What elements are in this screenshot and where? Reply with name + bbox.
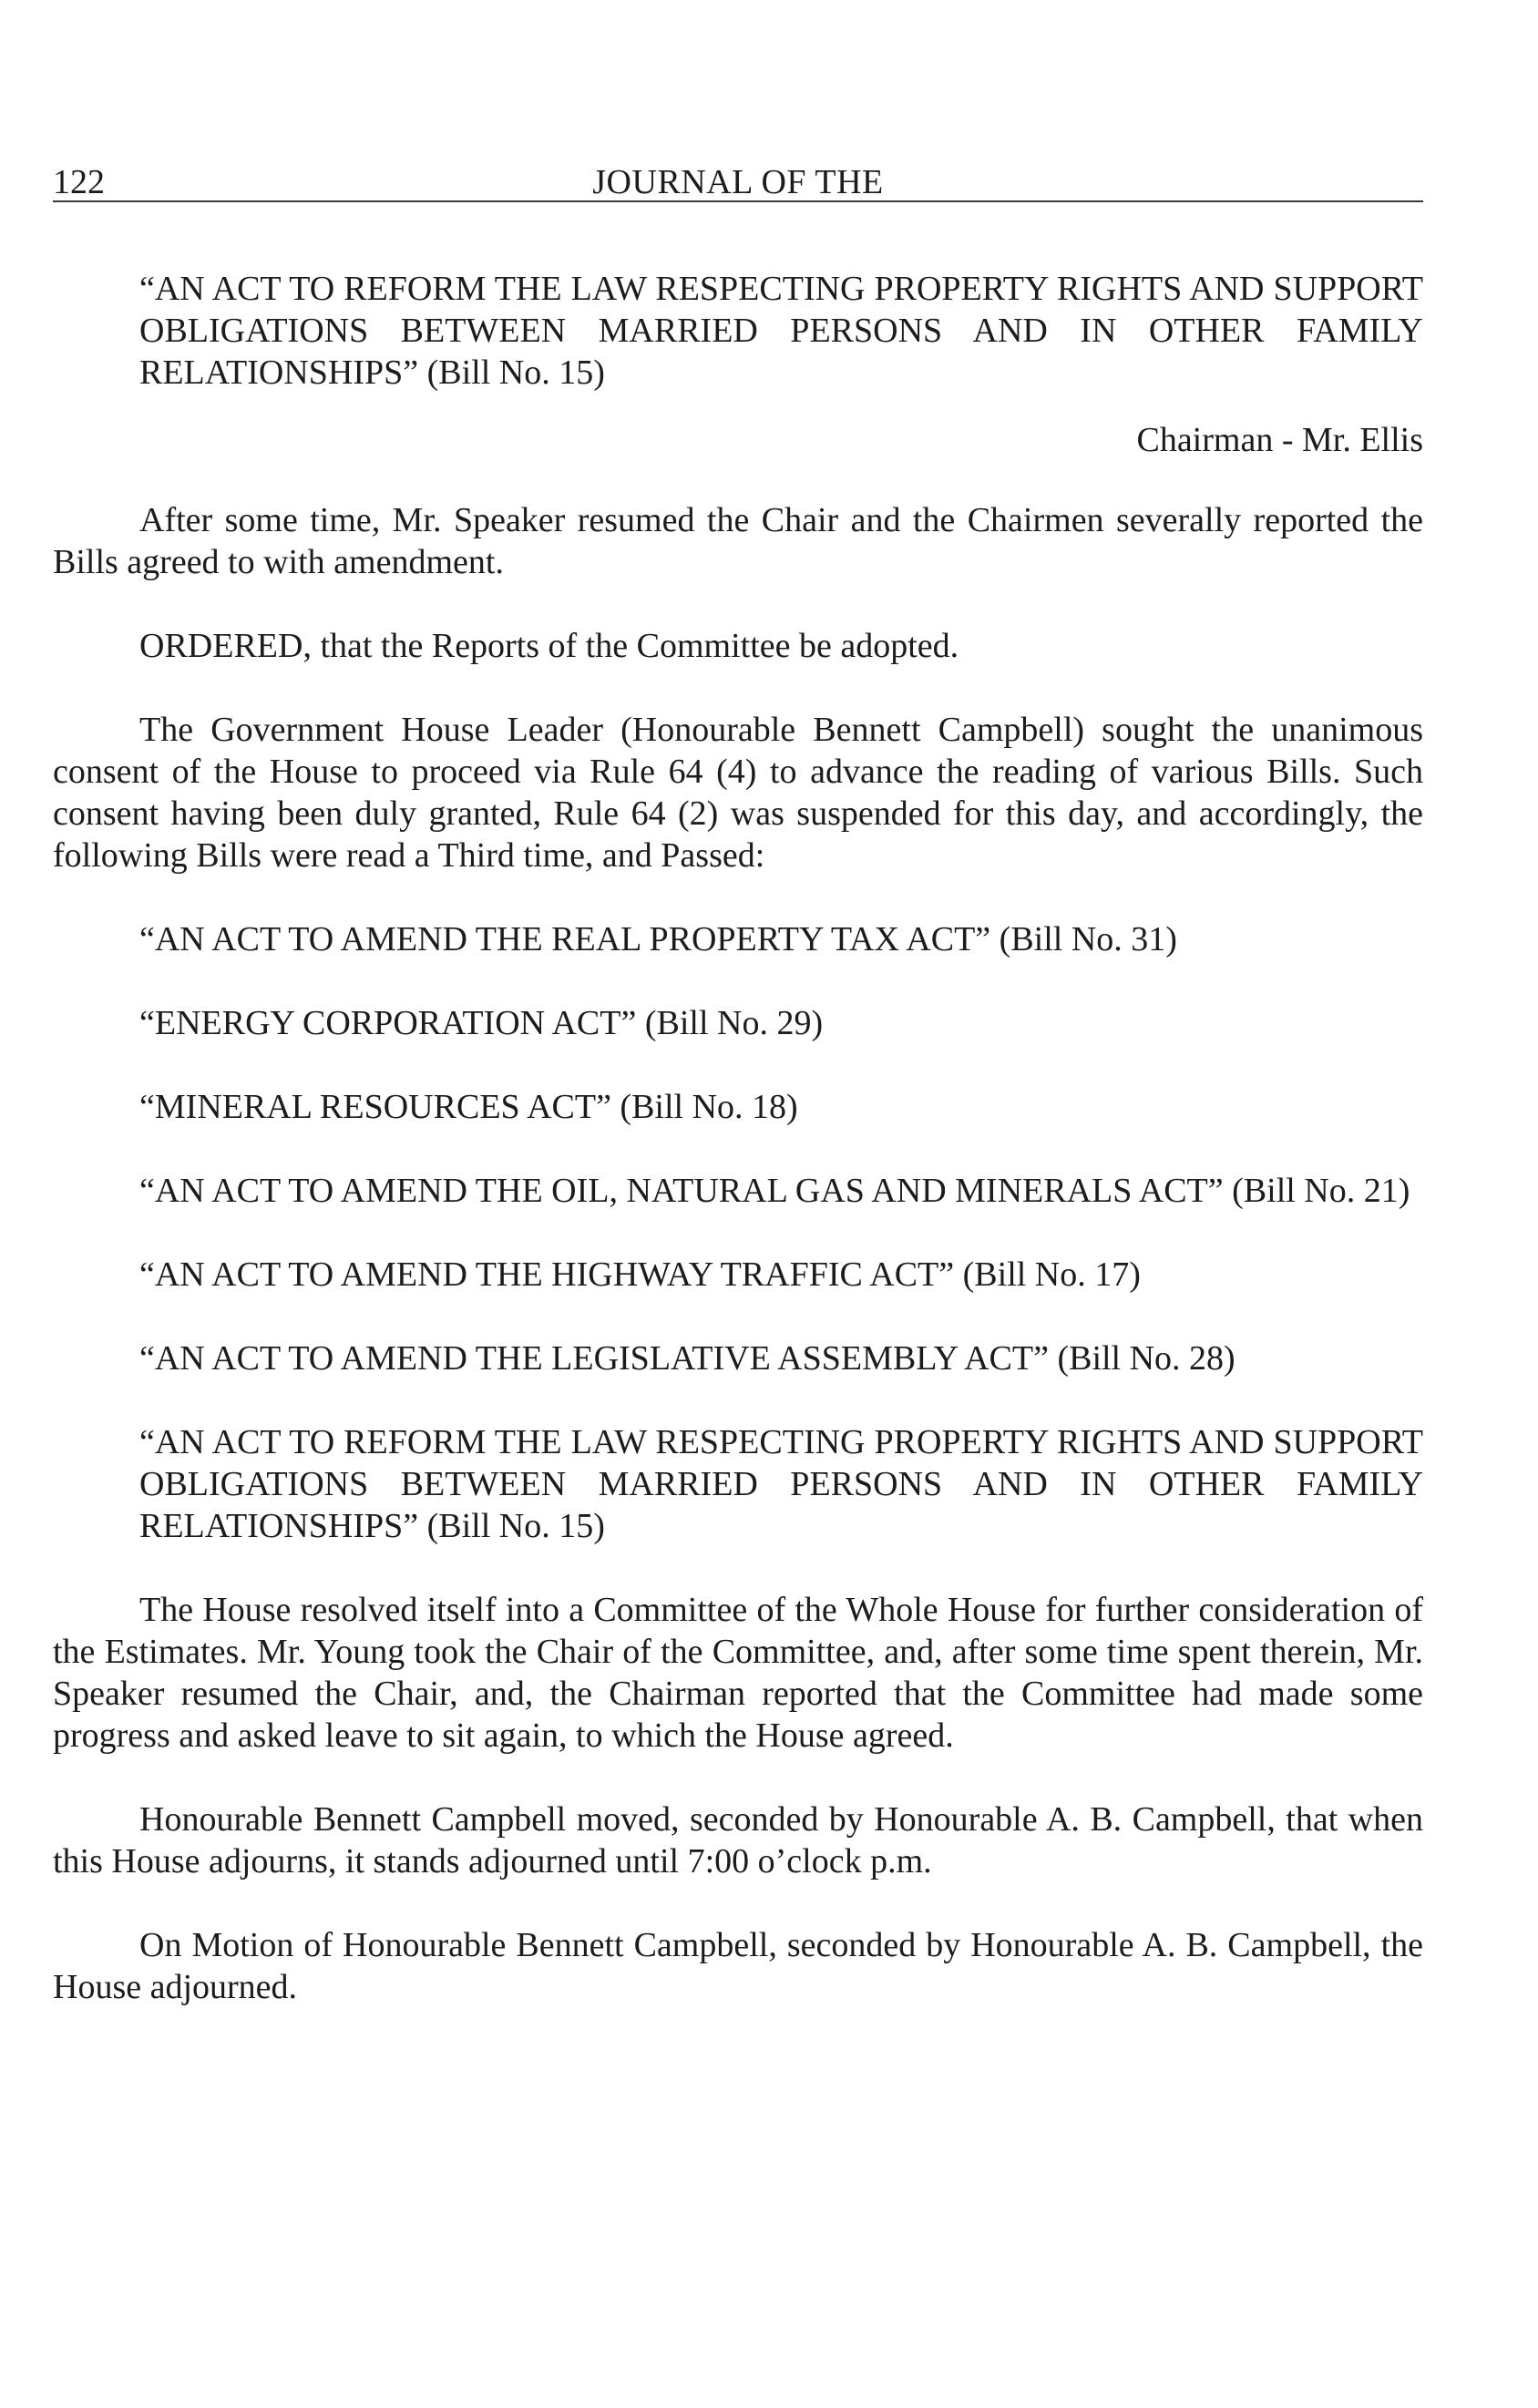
bill-passed-item: “AN ACT TO AMEND THE HIGHWAY TRAFFIC ACT” (Bill No. 17): [139, 1255, 1141, 1294]
bill-passed-item: “AN ACT TO AMEND THE LEGISLATIVE ASSEMBLY ACT” (Bill No. 28): [139, 1339, 1236, 1378]
running-head: JOURNAL OF THE: [592, 163, 884, 201]
bill-passed-item: “AN ACT TO AMEND THE OIL, NATURAL GAS AND MINERALS ACT” (Bill No. 21): [139, 1172, 1410, 1210]
bill-passed-item: “AN ACT TO AMEND THE REAL PROPERTY TAX ACT” (Bill No. 31): [139, 920, 1177, 958]
journal-body: [53, 268, 1423, 2008]
page-header: [53, 146, 1423, 202]
bill-passed-item: “ENERGY CORPORATION ACT” (Bill No. 29): [139, 1004, 824, 1042]
page-number: 122: [53, 163, 105, 201]
paragraph-consent: The Government House Leader (Honourable Bennett Campbell) sought the unanimous consent of the House to proceed via Rule 64 (4) to advance the reading of various Bills. Such consent having been duly granted, Rule 64 (2) was suspended for this day, and accordingly, the following Bills were read a Third time, and Passed:: [53, 711, 1423, 875]
chairman-line: Chairman - Mr. Ellis: [1136, 421, 1423, 459]
bill-passed-item: “AN ACT TO REFORM THE LAW RESPECTING PROPERTY RIGHTS AND SUPPORT OBLIGATIONS BETWEEN MARRIED PERSONS AND IN OTHER FAMILY RELATIONSHIPS” (Bill No. 15): [139, 1423, 1423, 1545]
paragraph-motion: Honourable Bennett Campbell moved, seconded by Honourable A. B. Campbell, that when this House adjourns, it stands adjourned until 7:00 o’clock p.m.: [53, 1800, 1423, 1880]
journal-page: [53, 146, 1423, 2008]
paragraph-ordered: ORDERED, that the Reports of the Committee be adopted.: [139, 627, 959, 665]
paragraph-adjourn: On Motion of Honourable Bennett Campbell, seconded by Honourable A. B. Campbell, the House adjourned.: [53, 1926, 1423, 2006]
bill-passed-item: “MINERAL RESOURCES ACT” (Bill No. 18): [139, 1088, 798, 1126]
paragraph-report: After some time, Mr. Speaker resumed the Chair and the Chairmen severally reported the Bills agreed to with amendment.: [53, 501, 1423, 581]
paragraph-committee-whole: The House resolved itself into a Committee of the Whole House for further consideration of the Estimates. Mr. Young took the Chair of the Committee, and, after some time spent therein, Mr. Speaker resumed the Chair, and, the Chairman reported that the Committee had made some progress and asked leave to sit again, to which the House agreed.: [53, 1591, 1423, 1755]
bill-title-committee: “AN ACT TO REFORM THE LAW RESPECTING PROPERTY RIGHTS AND SUPPORT OBLIGATIONS BETWEEN MARRIED PERSONS AND IN OTHER FAMILY RELATIONSHIPS” (Bill No. 15): [139, 270, 1423, 392]
